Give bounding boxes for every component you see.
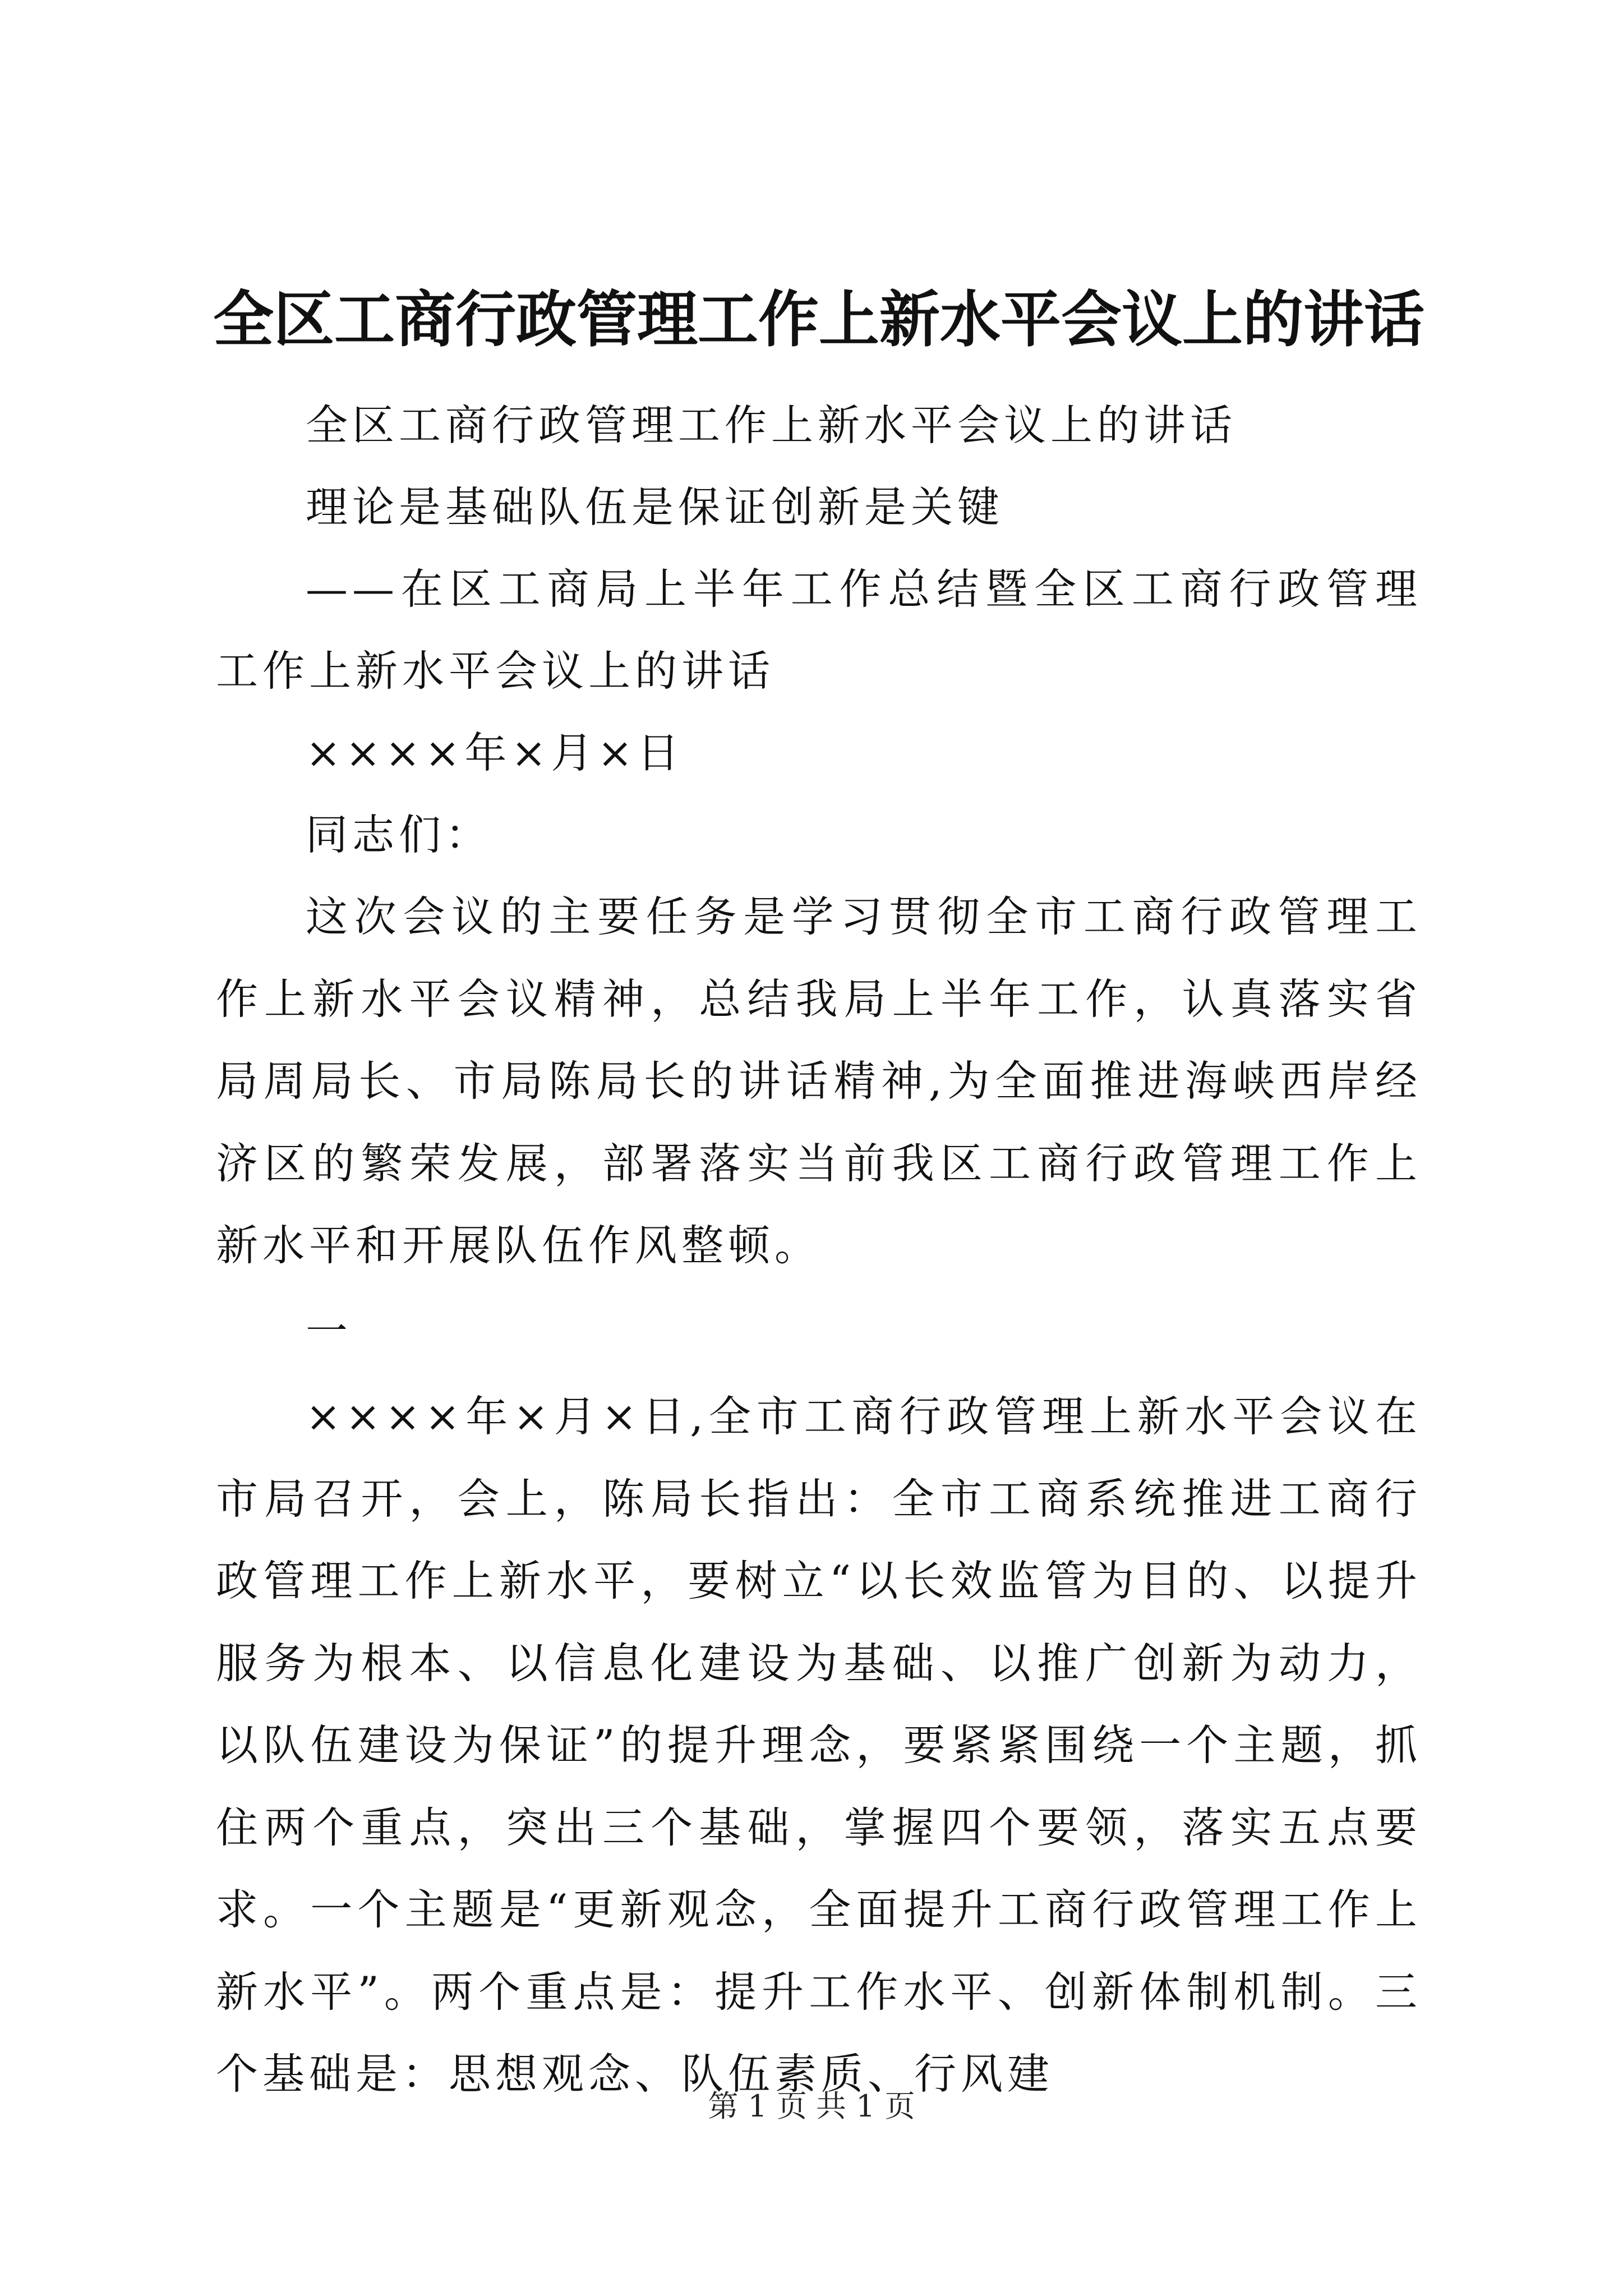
subtitle-paragraph: 全区工商行政管理工作上新水平会议上的讲话 — [306, 401, 1237, 450]
section-numeral: 一 — [306, 1306, 353, 1356]
theme-paragraph: 理论是基础队伍是保证创新是关键 — [306, 482, 1004, 532]
page-footer — [0, 2087, 1623, 2126]
body-paragraph: 这次会议的主要任务是学习贯彻全市工商行政管理工作上新水平会议精神，总结我局上半年工作，认真落实省局周局长、市局陈局长的讲话精神,为全面推进海峡西岸经济区的繁荣发展，部署落实当前我区工商行政管理工作上新水平和开展队伍作风整顿。 — [216, 892, 1422, 1270]
salutation-paragraph: 同志们： — [306, 810, 492, 859]
body-paragraph: ××××年×月×日,全市工商行政管理上新水平会议在市局召开，会上，陈局长指出：全市工商系统推进工商行政管理工作上新水平，要树立“以长效监管为目的、以提升服务为根本、以信息化建设为基础、以推广创新为动力，以队伍建设为保证”的提升理念，要紧紧围绕一个主题，抓住两个重点，突出三个基础，掌握四个要领，落实五点要求。一个主题是“更新观念，全面提升工商行政管理工作上新水平”。两个重点是：提升工作水平、创新体制机制。三个基础是：思想观念、队伍素质、行风建 — [216, 1392, 1422, 2099]
page-number: 第 1 页 — [708, 2088, 807, 2124]
page-total: 共 1 页 — [816, 2088, 915, 2124]
document-body — [216, 384, 1422, 2115]
document-title: 全区工商行政管理工作上新水平会议上的讲话 — [213, 284, 1425, 355]
date-paragraph: ××××年×月×日 — [306, 728, 684, 777]
venue-paragraph: ——在区工商局上半年工作总结暨全区工商行政管理工作上新水平会议上的讲话 — [216, 564, 1422, 696]
